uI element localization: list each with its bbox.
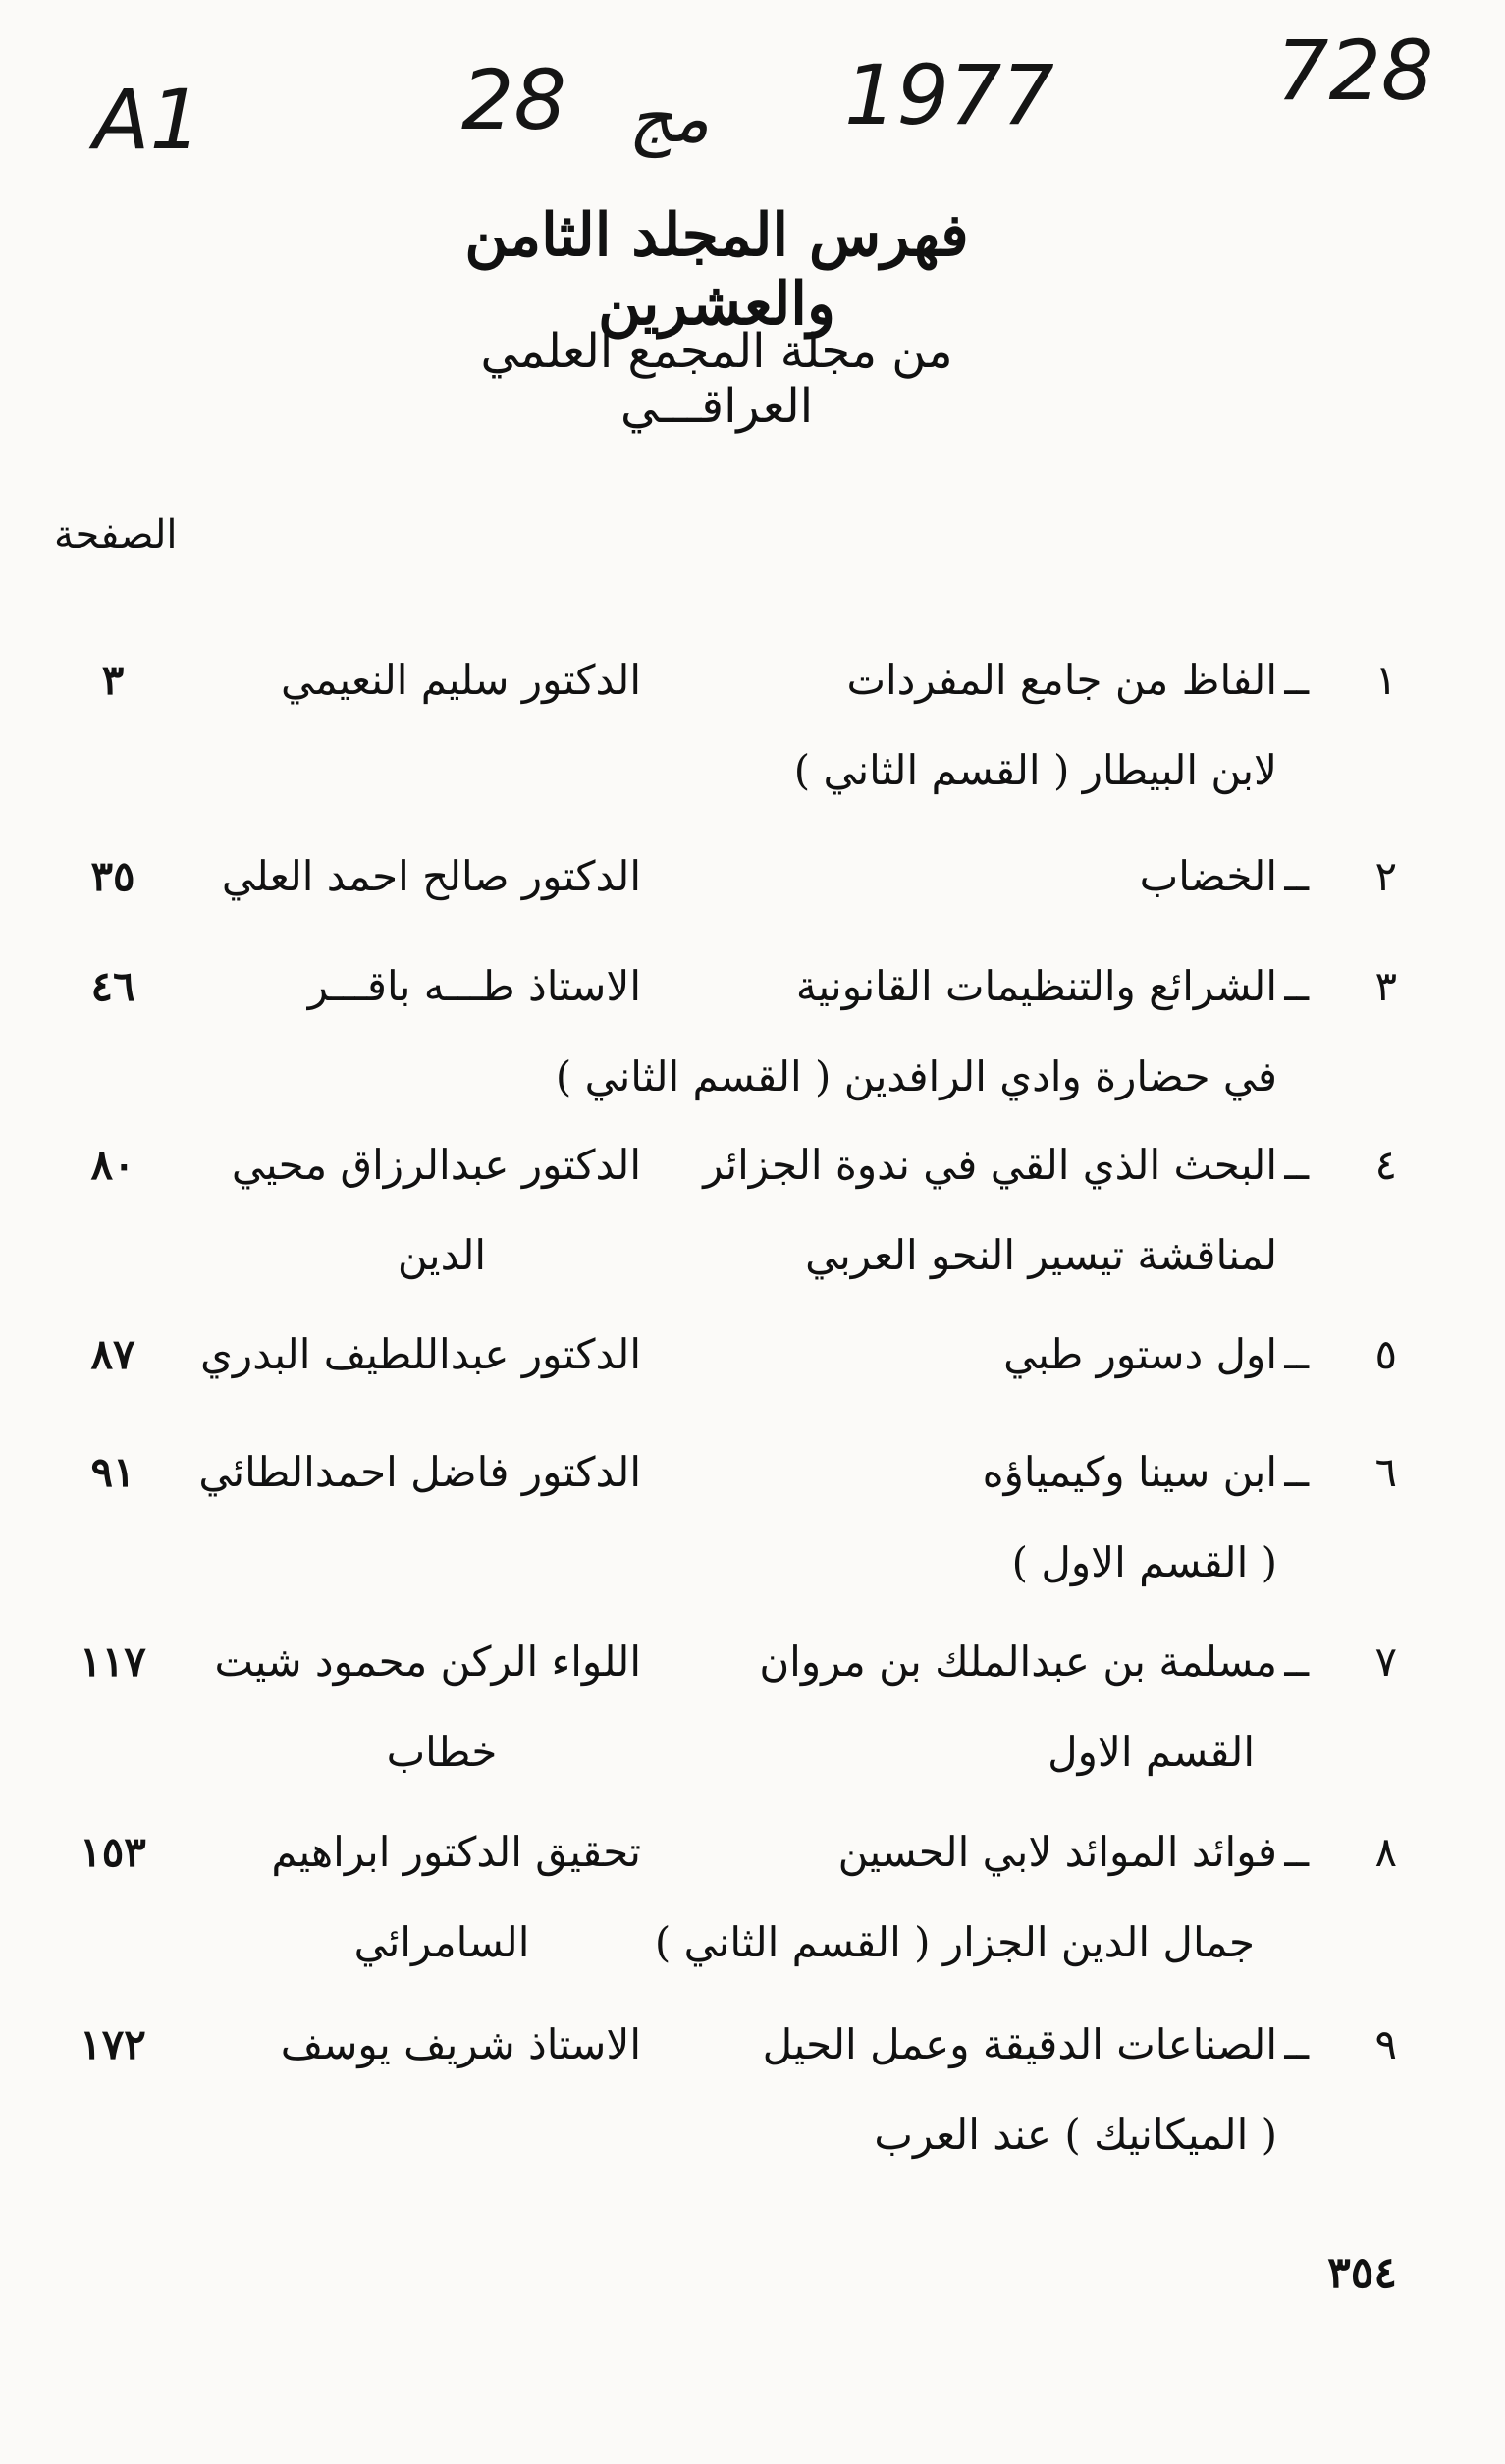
entry-author: اللواء الركن محمود شيت — [214, 1637, 641, 1686]
entry-dash: ــ — [1284, 1828, 1309, 1876]
entry-author-line2: السامرائي — [353, 1918, 530, 1966]
entry-title-line2: ( الميكانيك ) عند العرب — [874, 2111, 1277, 2159]
entry-title-line2: ( القسم الاول ) — [1011, 1538, 1277, 1586]
entry-page: ٣ — [101, 656, 125, 704]
entry-title: الصناعات الدقيقة وعمل الحيل — [762, 2020, 1277, 2068]
entry-dash: ــ — [1284, 1448, 1309, 1496]
entry-title-line2: لمناقشة تيسير النحو العربي — [805, 1231, 1277, 1279]
entry-page: ٣٥ — [90, 852, 135, 900]
entry-dash: ــ — [1284, 1141, 1309, 1189]
entry-title-line2: لابن البيطار ( القسم الثاني ) — [793, 746, 1277, 794]
entry-dash: ــ — [1284, 656, 1309, 704]
entry-dash: ــ — [1284, 962, 1309, 1010]
entry-number: ٩ — [1374, 2020, 1397, 2068]
page-number: ٣٥٤ — [1327, 2248, 1397, 2298]
entry-page: ٨٠ — [90, 1141, 135, 1189]
entry-title: البحث الذي القي في ندوة الجزائر — [703, 1141, 1277, 1189]
entry-author-line2: الدين — [397, 1231, 487, 1279]
entry-author: الدكتور عبدالرزاق محيي — [231, 1141, 641, 1189]
entry-author: الاستاذ طـــه باقـــر — [307, 962, 641, 1010]
entry-dash: ــ — [1284, 852, 1309, 900]
entry-title: الفاظ من جامع المفردات — [846, 656, 1277, 704]
entry-title: الشرائع والتنظيمات القانونية — [795, 962, 1277, 1010]
entry-title-line2: في حضارة وادي الرافدين ( القسم الثاني ) — [555, 1052, 1277, 1100]
entry-page: ١٥٣ — [80, 1828, 146, 1876]
entry-title: ابن سينا وكيمياؤه — [982, 1448, 1277, 1496]
entry-author: تحقيق الدكتور ابراهيم — [271, 1828, 641, 1876]
entry-title: اول دستور طبي — [1003, 1330, 1277, 1378]
entry-number: ٥ — [1374, 1330, 1397, 1378]
entry-page: ٩١ — [90, 1448, 135, 1496]
entry-dash: ــ — [1284, 2020, 1309, 2068]
entry-author: الدكتور صالح احمد العلي — [221, 852, 641, 900]
entry-title: الخضاب — [1139, 852, 1277, 900]
entry-title-line2: جمال الدين الجزار ( القسم الثاني ) — [654, 1918, 1255, 1966]
entry-number: ٤ — [1374, 1141, 1397, 1189]
entry-author-line2: خطاب — [386, 1728, 498, 1776]
entry-dash: ــ — [1284, 1637, 1309, 1686]
entry-page: ٨٧ — [90, 1330, 135, 1378]
handwritten-code-right: 728 — [1276, 23, 1434, 119]
entry-number: ٧ — [1374, 1637, 1397, 1686]
page-column-header: الصفحة — [54, 512, 178, 558]
handwritten-year: 1977 — [844, 47, 1054, 143]
entry-number: ٢ — [1374, 852, 1397, 900]
entry-author: الدكتور سليم النعيمي — [281, 656, 641, 704]
entry-number: ٣ — [1374, 962, 1397, 1010]
entry-number: ٨ — [1374, 1828, 1397, 1876]
entry-author: الدكتور فاضل احمدالطائي — [198, 1448, 641, 1496]
handwritten-code-left: A1 — [93, 72, 202, 168]
entry-title: مسلمة بن عبدالملك بن مروان — [759, 1637, 1277, 1686]
entry-page: ٤٦ — [90, 962, 135, 1010]
handwritten-volume-abbrev: مج — [628, 78, 710, 158]
entry-number: ٦ — [1374, 1448, 1397, 1496]
entry-title: فوائد الموائد لابي الحسين — [837, 1828, 1277, 1876]
entry-author: الاستاذ شريف يوسف — [280, 2020, 641, 2068]
entry-dash: ــ — [1284, 1330, 1309, 1378]
entry-author: الدكتور عبداللطيف البدري — [200, 1330, 641, 1378]
handwritten-volume-number: 28 — [461, 52, 566, 148]
entry-title-line2: القسم الاول — [1048, 1728, 1255, 1776]
page-subtitle: من مجلة المجمع العلمي العراقـــي — [480, 324, 953, 434]
entry-page: ١٧٢ — [80, 2020, 146, 2068]
title-block — [0, 201, 1505, 434]
entry-page: ١١٧ — [80, 1637, 146, 1686]
entry-number: ١ — [1374, 656, 1397, 704]
page-title: فهرس المجلد الثامن والعشرين — [464, 201, 969, 339]
